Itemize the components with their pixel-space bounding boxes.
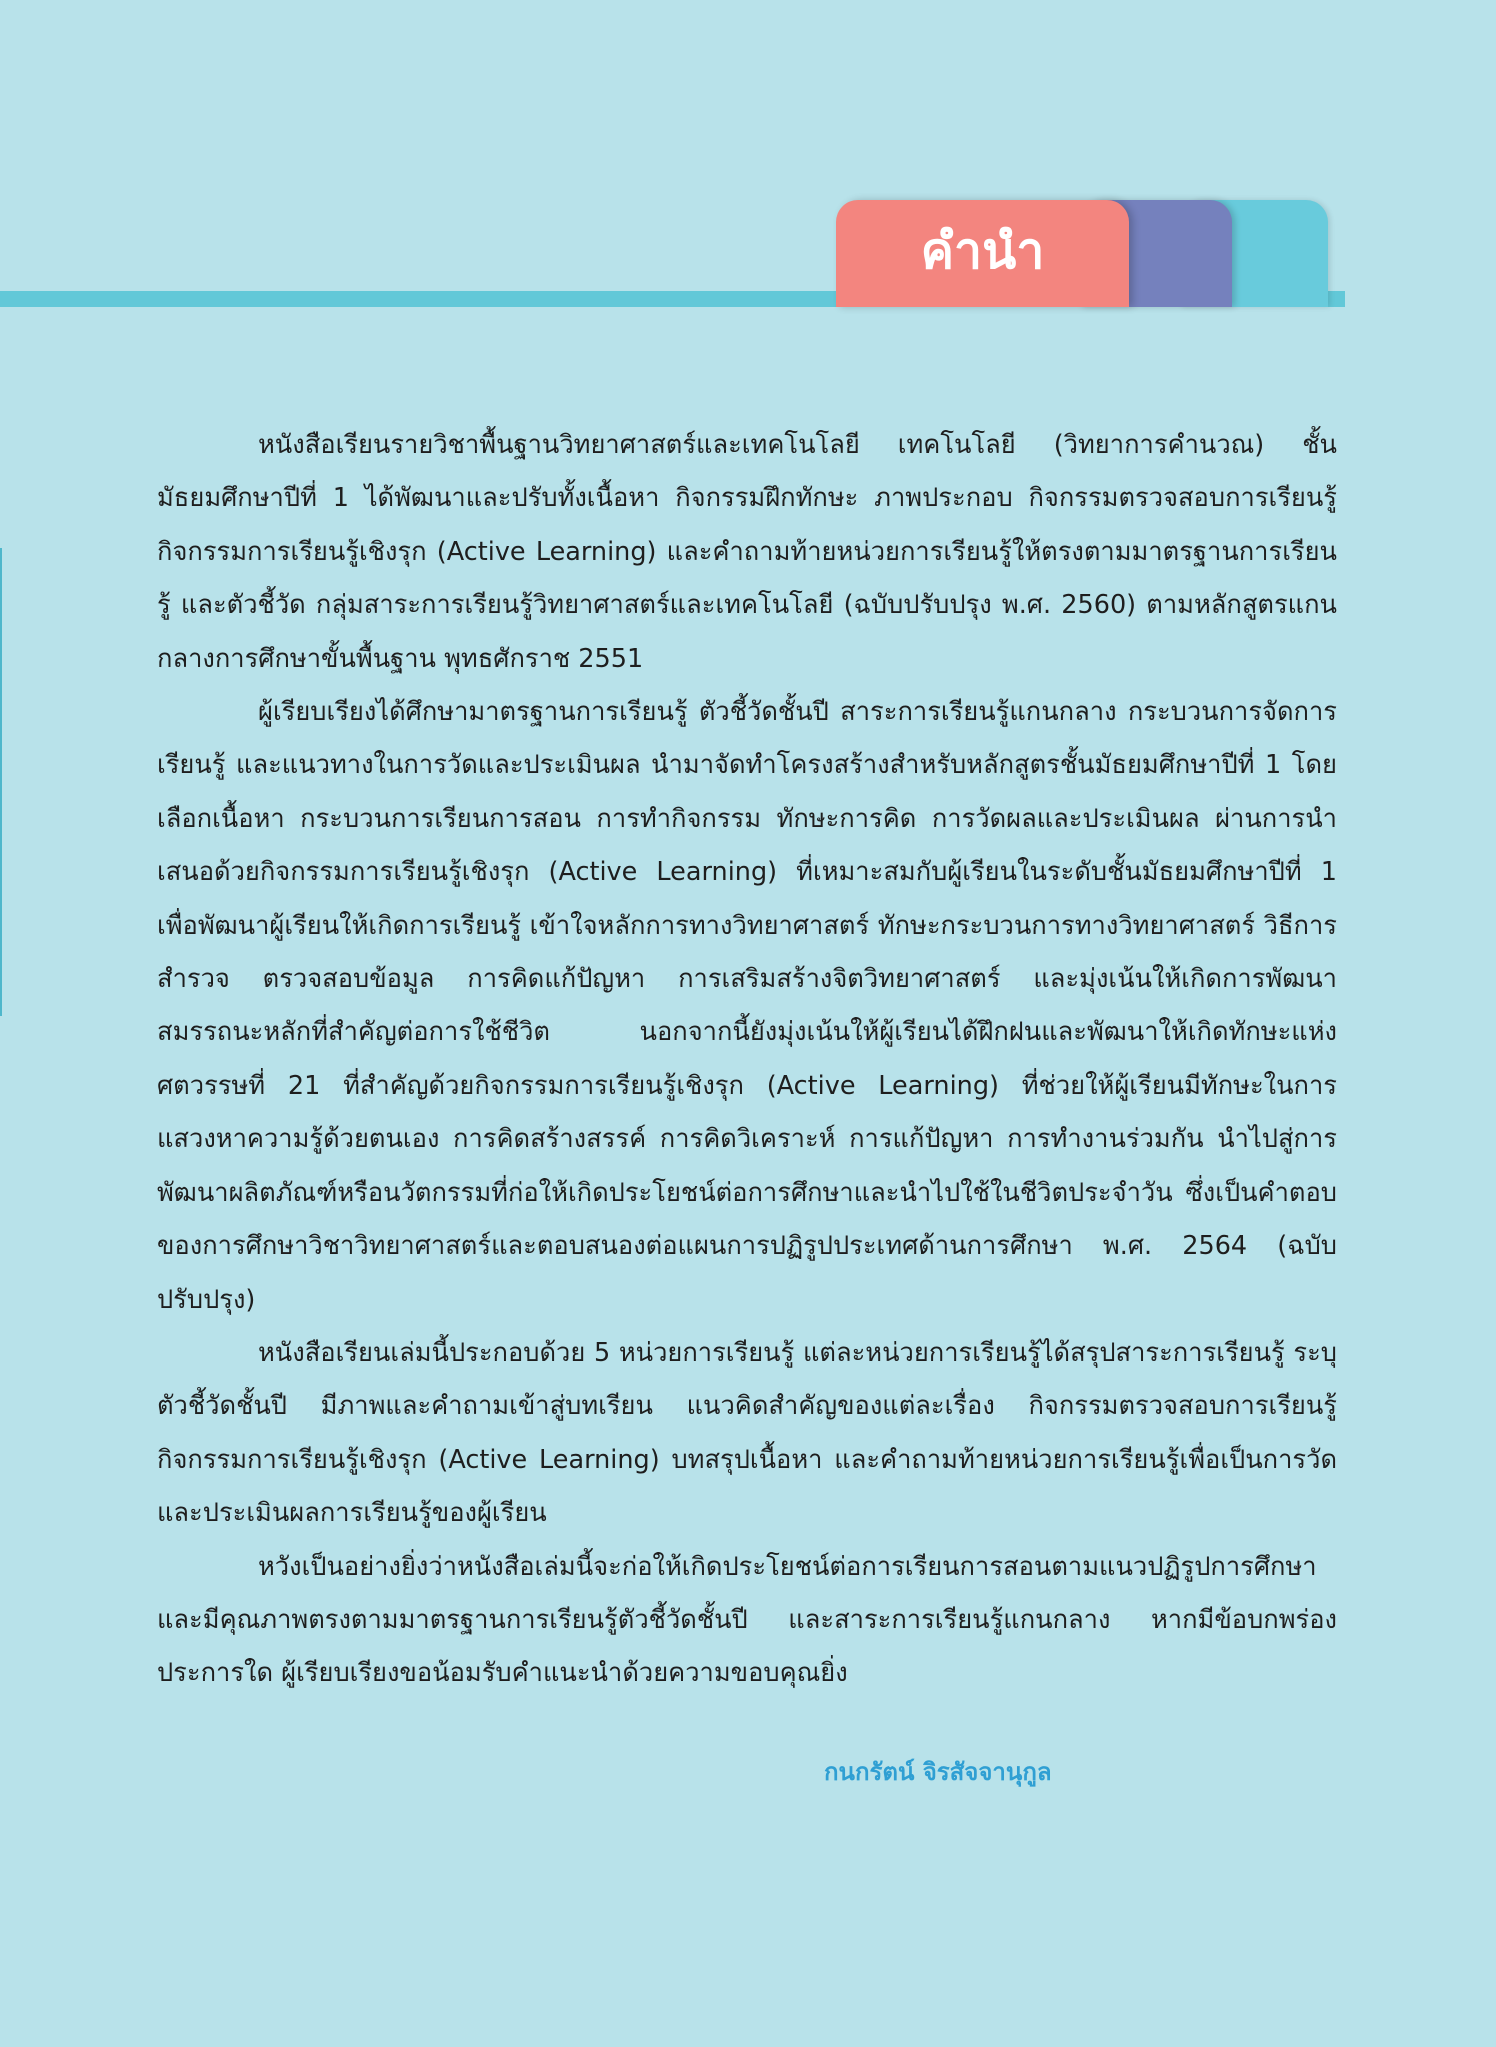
left-edge-mark <box>0 548 2 1016</box>
paragraph-2: ผู้เรียบเรียงได้ศึกษามาตรฐานการเรียนรู้ ตัวชี้วัดชั้นปี สาระการเรียนรู้แกนกลาง กระบวนการจัดการเรียนรู้ และแนวทางในการวัดและประเมินผล นำมาจัดทำโครงสร้างสำหรับหลักสูตรชั้นมัธยมศึกษาปีที่ 1 โดยเลือกเนื้อหา กระบวนการเรียนการสอน การทำกิจกรรม ทักษะการคิด การวัดผลและประเมินผล ผ่านการนำเสนอด้วยกิจกรรมการเรียนรู้เชิงรุก (Active Learning) ที่เหมาะสมกับผู้เรียนในระดับชั้นมัธยมศึกษาปีที่ 1 เพื่อพัฒนาผู้เรียนให้เกิดการเรียนรู้ เข้าใจหลักการทางวิทยาศาสตร์ ทักษะกระบวนการทางวิทยาศาสตร์ วิธีการสำรวจ ตรวจสอบข้อมูล การคิดแก้ปัญหา การเสริมสร้างจิตวิทยาศาสตร์ และมุ่งเน้นให้เกิดการพัฒนาสมรรถนะหลักที่สำคัญต่อการใช้ชีวิต นอกจากนี้ยังมุ่งเน้นให้ผู้เรียนได้ฝึกฝนและพัฒนาให้เกิดทักษะแห่งศตวรรษที่ 21 ที่สำคัญด้วยกิจกรรมการเรียนรู้เชิงรุก (Active Learning) ที่ช่วยให้ผู้เรียนมีทักษะในการแสวงหาความรู้ด้วยตนเอง การคิดสร้างสรรค์ การคิดวิเคราะห์ การแก้ปัญหา การทำงานร่วมกัน นำไปสู่การพัฒนาผลิตภัณฑ์หรือนวัตกรรมที่ก่อให้เกิดประโยชน์ต่อการศึกษาและนำไปใช้ในชีวิตประจำวัน ซึ่งเป็นคำตอบของการศึกษาวิชาวิทยาศาสตร์และตอบสนองต่อแผนการปฏิรูปประเทศด้านการศึกษา พ.ศ. 2564 (ฉบับปรับปรุง) <box>157 697 1337 1315</box>
page-title: คำนำ <box>920 221 1045 280</box>
paragraph-4: หวังเป็นอย่างยิ่งว่าหนังสือเล่มนี้จะก่อให้เกิดประโยชน์ต่อการเรียนการสอนตามแนวปฏิรูปการศึกษา และมีคุณภาพตรงตามมาตรฐานการเรียนรู้ตัวชี้วัดชั้นปี และสาระการเรียนรู้แกนกลาง หากมีข้อบกพร่องประการใด ผู้เรียบเรียงขอน้อมรับคำแนะนำด้วยความขอบคุณยิ่ง <box>157 1551 1337 1689</box>
author-signature: กนกรัตน์ จิรสัจจานุกูล <box>824 1758 1052 1786</box>
header-tab-title <box>836 200 1129 307</box>
paragraph-1: หนังสือเรียนรายวิชาพื้นฐานวิทยาศาสตร์และเทคโนโลยี เทคโนโลยี (วิทยาการคำนวณ) ชั้นมัธยมศึกษาปีที่ 1 ได้พัฒนาและปรับทั้งเนื้อหา กิจกรรมฝึกทักษะ ภาพประกอบ กิจกรรมตรวจสอบการเรียนรู้ กิจกรรมการเรียนรู้เชิงรุก (Active Learning) และคำถามท้ายหน่วยการเรียนรู้ให้ตรงตามมาตรฐานการเรียนรู้ และตัวชี้วัด กลุ่มสาระการเรียนรู้วิทยาศาสตร์และเทคโนโลยี (ฉบับปรับปรุง พ.ศ. 2560) ตามหลักสูตรแกนกลางการศึกษาขั้นพื้นฐาน พุทธศักราช 2551 <box>157 430 1337 674</box>
paragraph-3: หนังสือเรียนเล่มนี้ประกอบด้วย 5 หน่วยการเรียนรู้ แต่ละหน่วยการเรียนรู้ได้สรุปสาระการเรียนรู้ ระบุตัวชี้วัดชั้นปี มีภาพและคำถามเข้าสู่บทเรียน แนวคิดสำคัญของแต่ละเรื่อง กิจกรรมตรวจสอบการเรียนรู้ กิจกรรมการเรียนรู้เชิงรุก (Active Learning) บทสรุปเนื้อหา และคำถามท้ายหน่วยการเรียนรู้เพื่อเป็นการวัดและประเมินผลการเรียนรู้ของผู้เรียน <box>157 1337 1337 1529</box>
preface-body <box>157 419 1337 1701</box>
